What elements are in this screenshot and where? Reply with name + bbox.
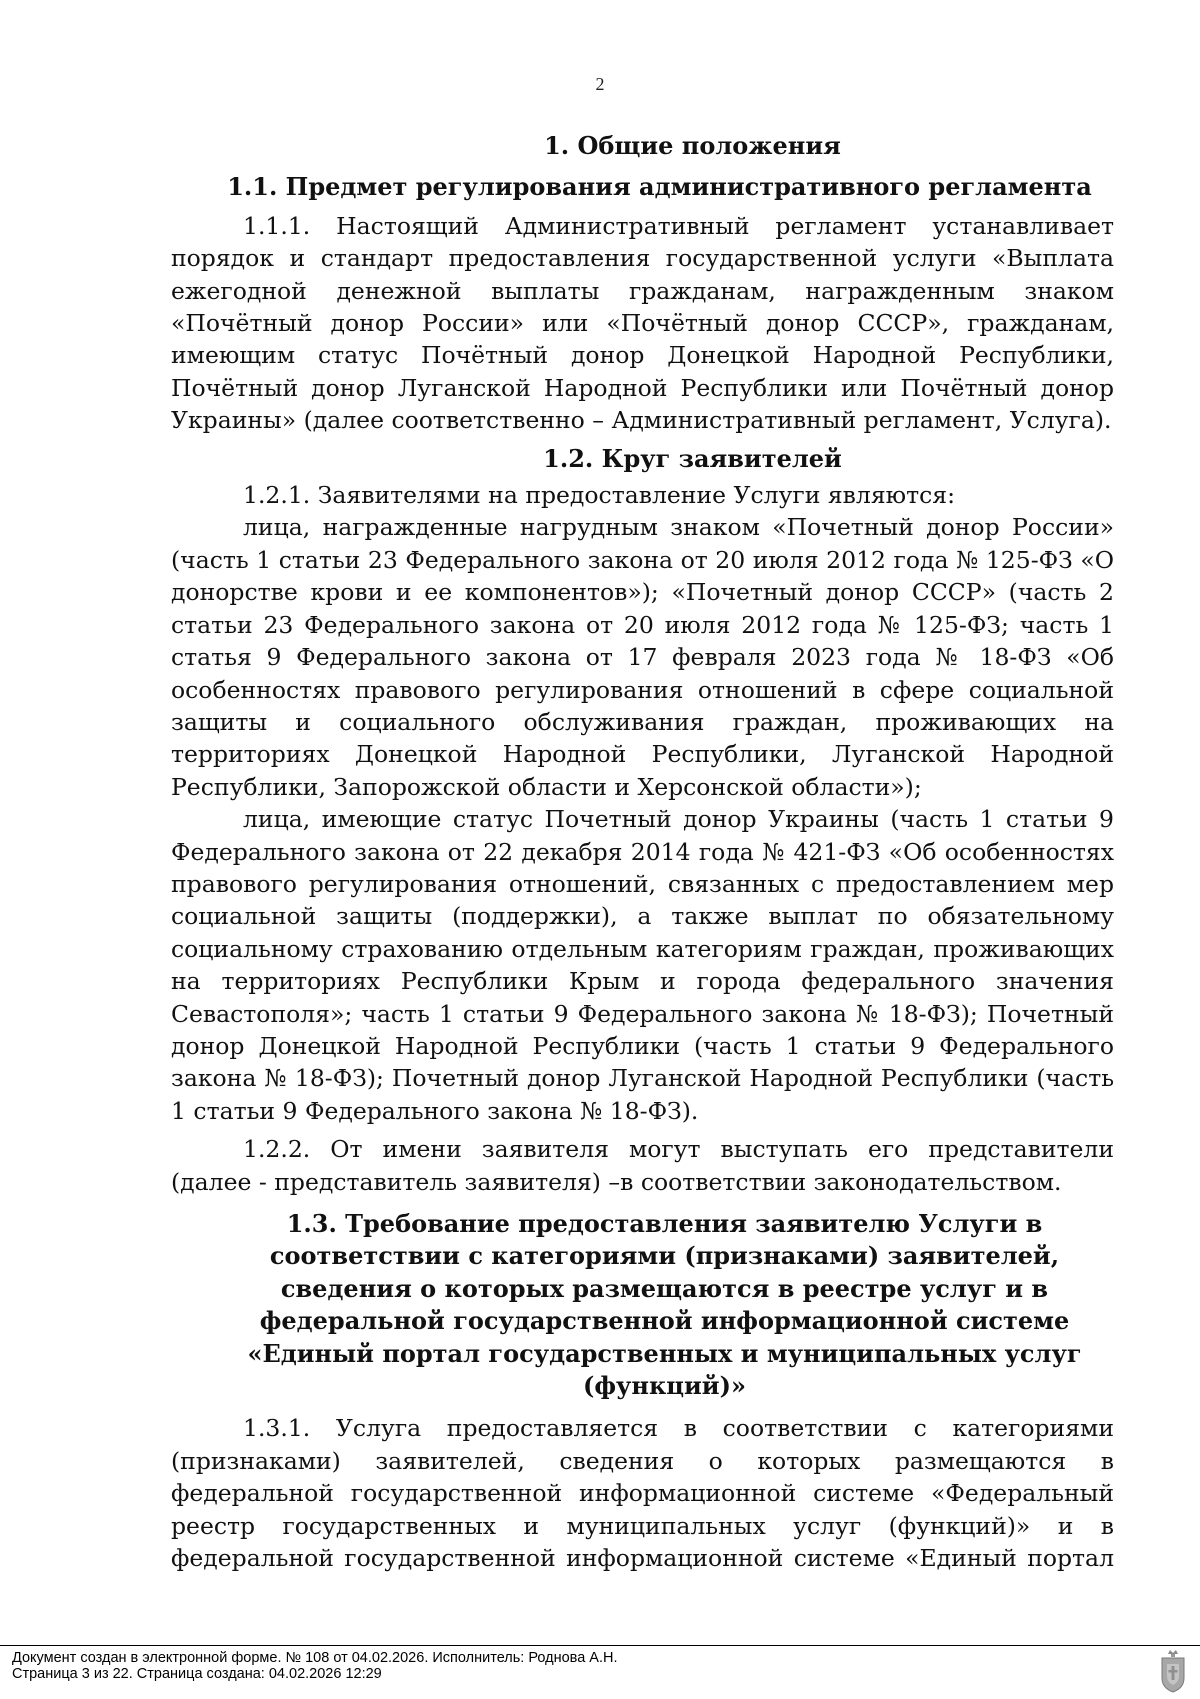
paragraph-1-3-1: 1.3.1. Услуга предоставляется в соответствии с категориями (признаками) заявителей, сведения о которых размещаются в федеральной государственной информационной системе «Федеральный реестр государственных и муниципальных услуг (функций)» и в федеральной государственной информационной системе «Единый портал [171,1414,1114,1573]
section-1-1-title: 1.1. Предмет регулирования административного регламента [227,172,1092,202]
paragraph-1-2-2: 1.2.2. От имени заявителя могут выступать его представители (далее - представитель заявителя) –в соответствии законодательством. [171,1135,1114,1196]
paragraph-1-2-1-item-a: лица, награжденные нагрудным знаком «Почетный донор России» (часть 1 статьи 23 Федерального закона от 20 июля 2012 года № 125-ФЗ «О донорстве крови и ее компонентов»); «Почетный донор СССР» (часть 2 статьи 23 Федерального закона от 20 июля 2012 года № 125-ФЗ; часть 1 статья 9 Федерального закона от 17 февраля 2023 года № 18-ФЗ «Об особенностях правового регулирования отношений в сфере социальной защиты и социального обслуживания граждан, проживающих на территориях Донецкой Народной Республики, Луганской Народной Республики, Запорожской области и Херсонской области»); [171,513,1114,801]
footer-text [12,1650,618,1682]
document-footer [0,1645,1200,1699]
paragraph-1-1-1: 1.1.1. Настоящий Административный регламент устанавливает порядок и стандарт предоставления государственной услуги «Выплата ежегодной денежной выплаты гражданам, награжденным знаком «Почётный донор России» или «Почётный донор СССР», гражданам, имеющим статус Почётный донор Донецкой Народной Республики, Почётный донор Луганской Народной Республики или Почётный донор Украины» (далее соответственно – Административный регламент, Услуга). [171,211,1114,435]
page-number: 2 [595,74,605,94]
footer-line-document-info: Документ создан в электронной форме. № 108 от 04.02.2026. Исполнитель: Роднова А.Н. [12,1650,618,1666]
section-1-title: 1. Общие положения [544,131,841,160]
coat-of-arms-emblem-icon [1158,1648,1188,1694]
footer-line-page-info: Страница 3 из 22. Страница создана: 04.02.2026 12:29 [12,1666,382,1682]
paragraph-1-2-1-item-b: лица, имеющие статус Почетный донор Украины (часть 1 статьи 9 Федерального закона от 22 декабря 2014 года № 421-ФЗ «Об особенностях правового регулирования отношений, связанных с предоставлением мер социальной защиты (поддержки), а также выплат по обязательному социальному страхованию отдельным категориям граждан, проживающих на территориях Республики Крым и города федерального значения Севастополя»; часть 1 статьи 9 Федерального закона № 18-ФЗ); Почетный донор Донецкой Народной Республики (часть 1 статьи 9 Федерального закона № 18-ФЗ); Почетный донор Луганской Народной Республики (часть 1 статьи 9 Федерального закона № 18-ФЗ). [171,805,1114,1125]
document-body [171,130,1114,1574]
paragraph-1-2-1: 1.2.1. Заявителями на предоставление Услуги являются: [243,481,956,510]
section-1-3-title: 1.3. Требование предоставления заявителю Услуги в соответствии с категориями (признаками) заявителей, сведения о которых размещаются в реестре услуг и в федеральной государственной информационной системе «Единый портал государственных и муниципальных услуг (функций)» [247,1209,1082,1401]
section-1-2-title: 1.2. Круг заявителей [543,443,842,473]
